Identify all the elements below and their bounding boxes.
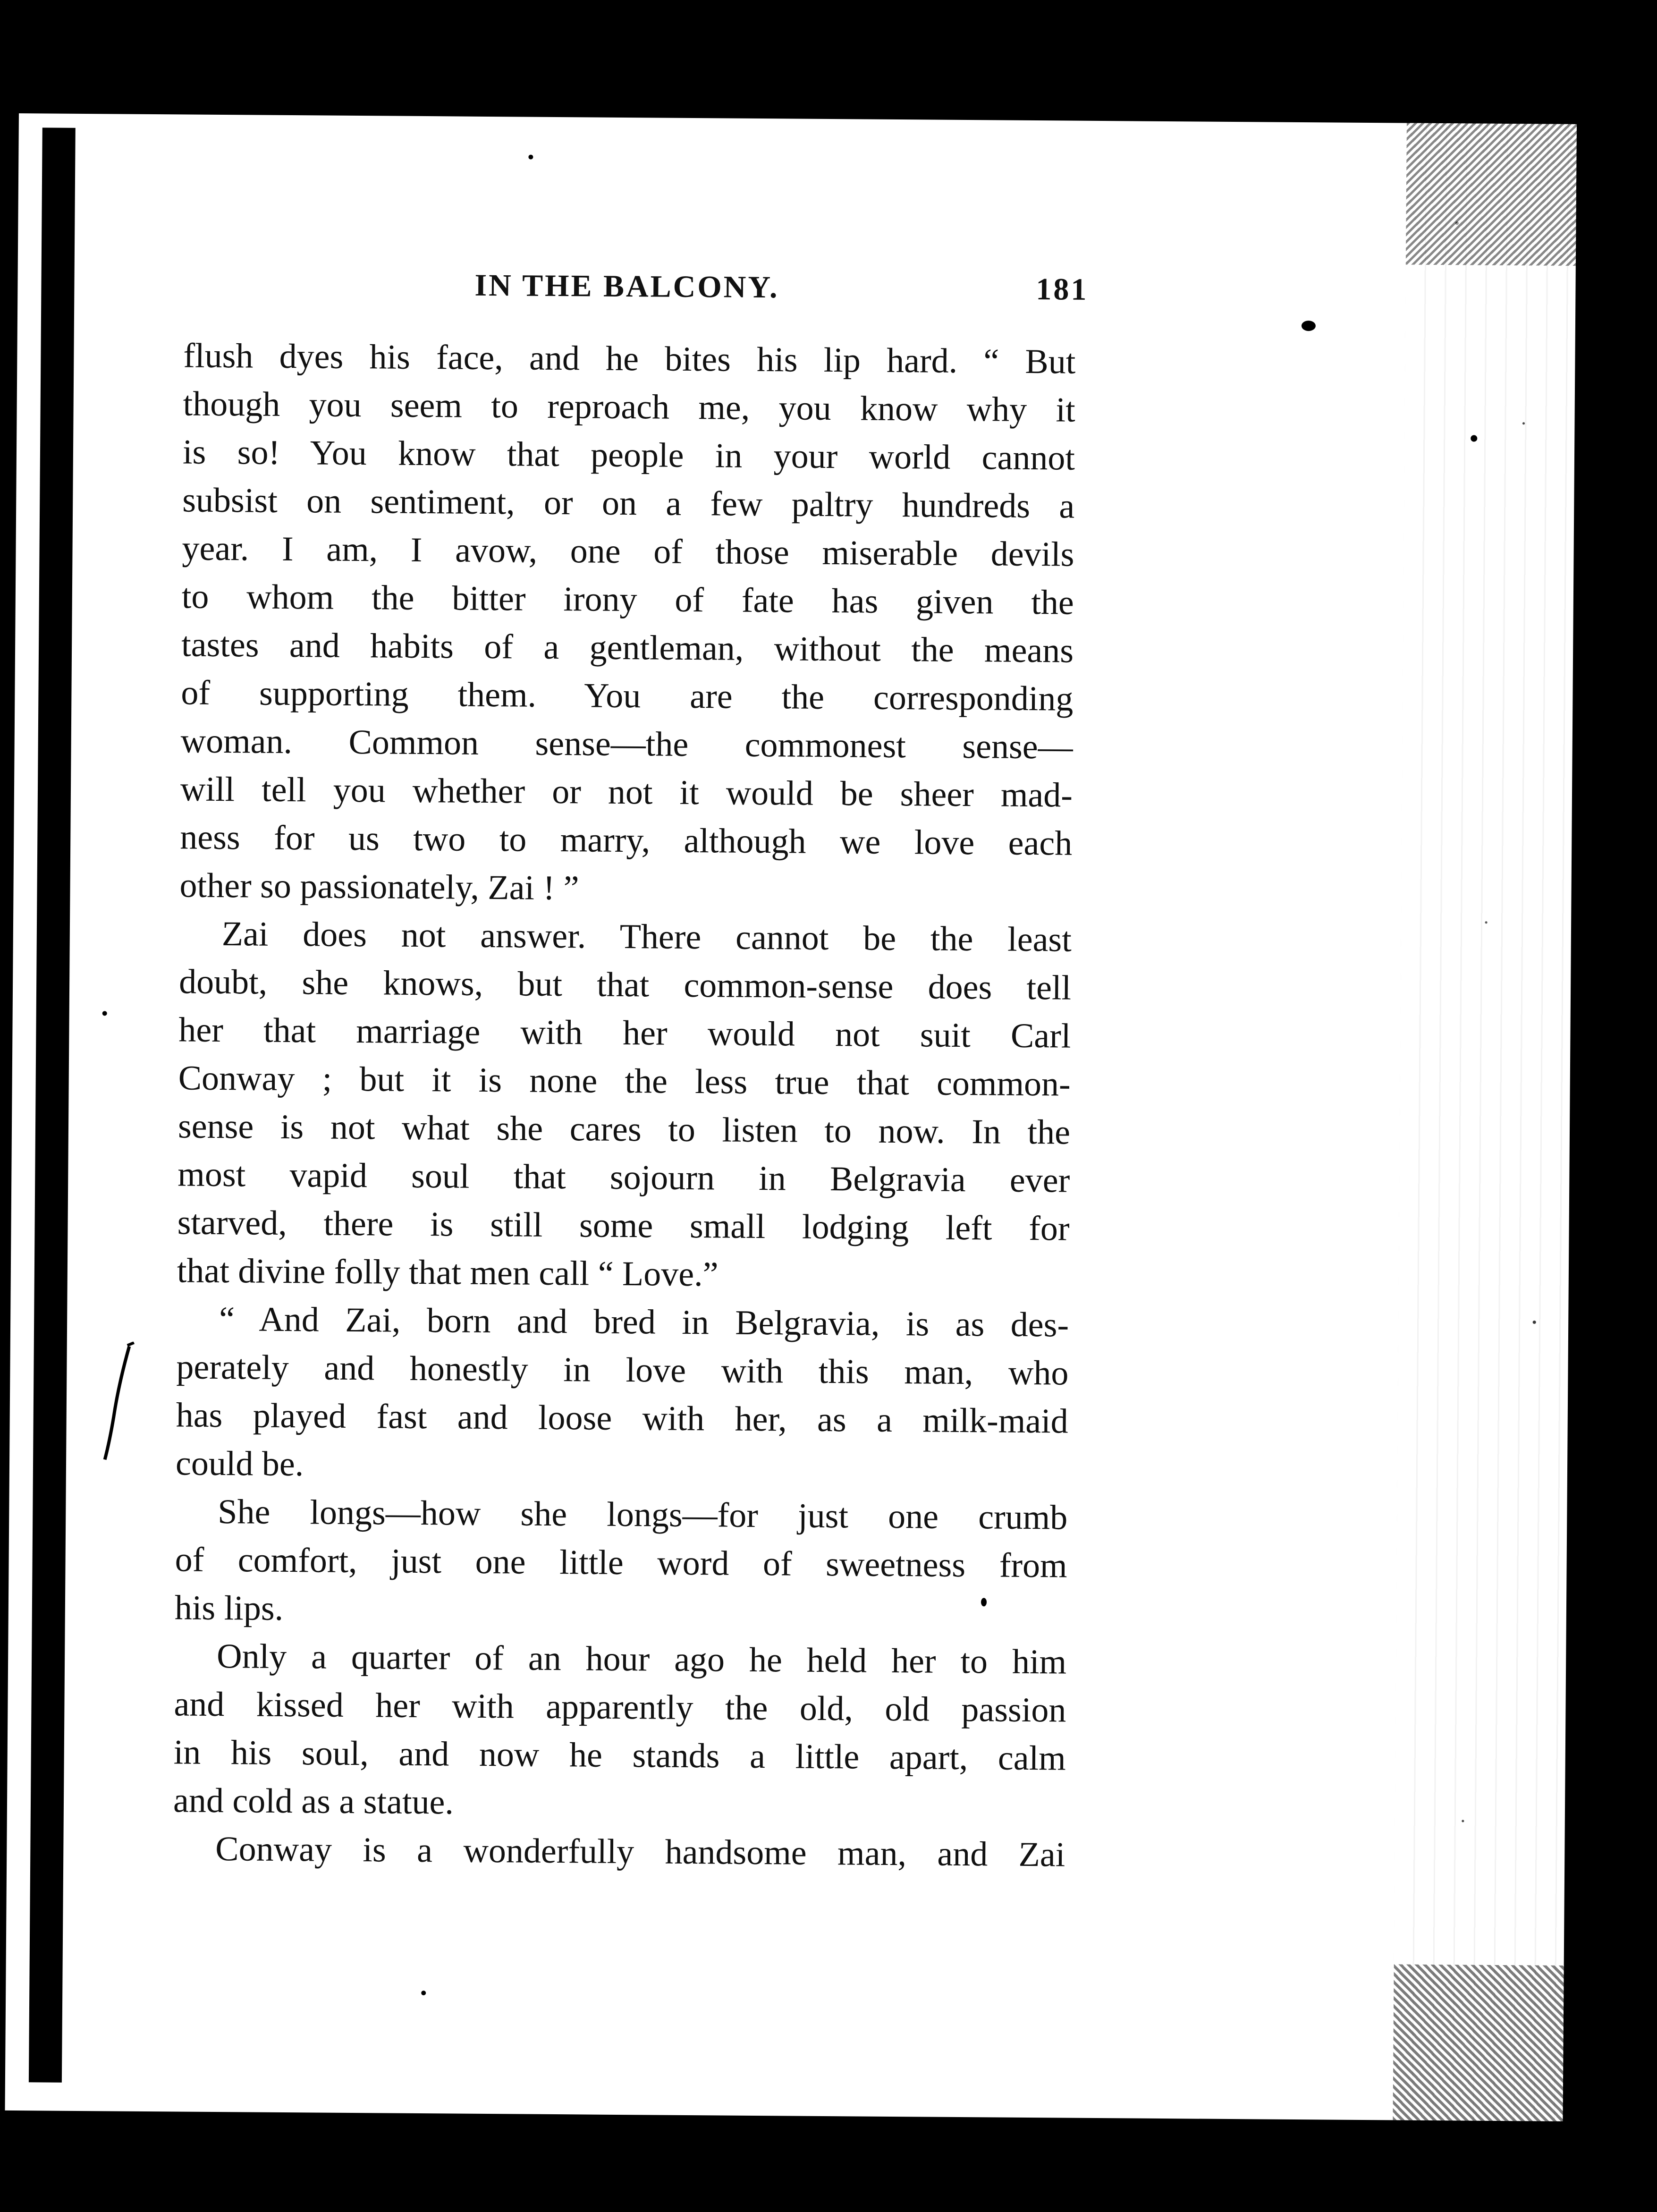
text-line: that divine folly that men call “ Love.” — [177, 1251, 719, 1294]
text-line: is so! You know that people in your world cannot — [182, 432, 1075, 478]
text-line: flush dyes his face, and he bites his lip hard. “ But — [183, 336, 1076, 381]
text-line: to whom the bitter irony of fate has given the — [181, 577, 1074, 622]
scan-noise-bottom-right — [1393, 1964, 1564, 2121]
speck — [1302, 321, 1316, 331]
text-line: doubt, she knows, but that common-sense does tell — [178, 962, 1072, 1008]
text-line: his lips. — [174, 1588, 284, 1628]
text-line: has played fast and loose with her, as a milk-maid — [176, 1396, 1068, 1441]
text-line: Only a quarter of an hour ago he held her to him — [216, 1637, 1067, 1682]
text-line: other so passionately, Zai ! ” — [179, 866, 579, 908]
text-line: She longs—how she longs—for just one crumb — [218, 1492, 1068, 1537]
text-line: in his soul, and now he stands a little apart, calm — [173, 1733, 1066, 1778]
text-line: ness for us two to marry, although we love each — [180, 818, 1073, 863]
book-page — [5, 113, 1576, 2121]
text-line: her that marriage with her would not suit Carl — [178, 1010, 1071, 1056]
text-line: will tell you whether or not it would be sheer mad- — [180, 770, 1073, 815]
text-line: sense is not what she cares to listen to now. In the — [178, 1107, 1071, 1152]
text-line: “ And Zai, born and bred in Belgravia, is as des- — [219, 1300, 1069, 1345]
text-line: Zai does not answer. There cannot be the least — [221, 915, 1072, 959]
speck — [528, 155, 533, 160]
text-line: perately and honestly in love with this man, who — [176, 1348, 1069, 1393]
speck — [1471, 435, 1477, 441]
text-line: though you seem to reproach me, you know why it — [183, 384, 1075, 430]
text-line: year. I am, I avow, one of those miserable devils — [182, 529, 1074, 574]
scan-noise-top-right — [1406, 123, 1577, 266]
running-head: IN THE BALCONY. — [474, 268, 779, 305]
text-line: of supporting them. You are the corresponding — [181, 673, 1074, 719]
text-line: most vapid soul that sojourn in Belgravia ever — [178, 1155, 1070, 1200]
text-line: Conway ; but it is none the less true that common- — [178, 1059, 1071, 1104]
speck — [421, 1991, 426, 1995]
speck — [981, 1598, 987, 1606]
text-line: starved, there is still some small lodging left for — [177, 1203, 1070, 1248]
scan-noise-right — [1393, 123, 1577, 2121]
margin-pencil-mark — [99, 1341, 138, 1465]
text-line: subsist on sentiment, or on a few paltry hundreds a — [182, 481, 1075, 526]
page-number: 181 — [1036, 272, 1089, 307]
text-line: of comfort, just one little word of sweetness from — [175, 1540, 1067, 1585]
speck — [102, 1011, 107, 1016]
text-line: tastes and habits of a gentleman, without the means — [181, 625, 1074, 670]
text-line: and cold as a statue. — [173, 1781, 454, 1822]
text-line: Conway is a wonderfully handsome man, and Zai — [215, 1829, 1065, 1874]
text-line: could be. — [175, 1444, 304, 1484]
binding-shadow — [29, 127, 76, 2082]
text-line: and kissed her with apparently the old, old passion — [174, 1685, 1066, 1730]
page-header — [474, 268, 1089, 314]
text-line: woman. Common sense—the commonest sense— — [180, 721, 1073, 767]
body-text — [173, 331, 1076, 1879]
